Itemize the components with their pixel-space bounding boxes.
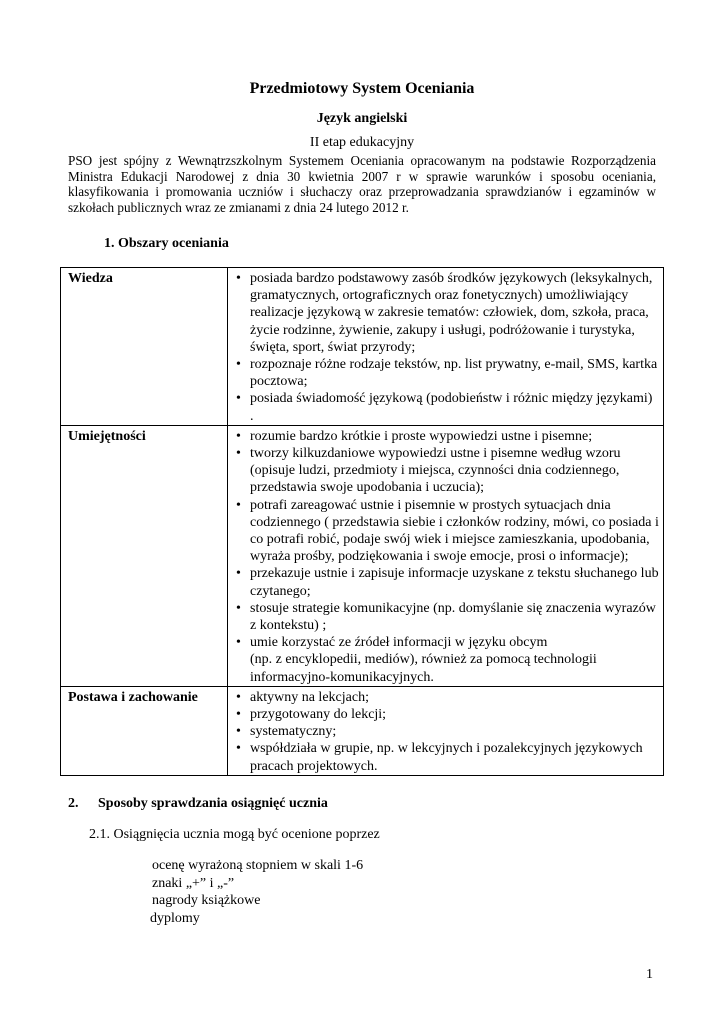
list-item: ocenę wyrażoną stopniem w skali 1-6: [152, 858, 364, 873]
category-cell: Postawa i zachowanie: [61, 686, 228, 775]
list-item: • posiada świadomość językową (podobieństw i różnic między językami) .: [234, 390, 659, 424]
list-item: • tworzy kilkuzdaniowe wypowiedzi ustne i pisemne według wzoru (opisuje ludzi, przedmioty i miejsca, czynności dnia codziennego, przedstawia swoje upodobania i uczucia);: [234, 445, 659, 497]
list-item: • potrafi zareagować ustnie i pisemnie w prostych sytuacjach dnia codziennego ( przedstawia siebie i członków rodziny, mówi, co posiada i co potrafi robić, podaje swój wiek i miejsce zamieszkania, upodobania, wyraża prośby, podziękowania i swoje emocje, prosi o informacje);: [234, 497, 659, 566]
category-cell: Umiejętności: [61, 425, 228, 686]
list-item: • umie korzystać ze źródeł informacji w języku obcym (np. z encyklopedii, mediów), również za pomocą technologii informacyjno-komunikacyjnych.: [234, 634, 659, 686]
list-item: • stosuje strategie komunikacyjne (np. domyślanie się znaczenia wyrazów z kontekstu) ;: [234, 600, 659, 634]
list-item: • współdziała w grupie, np. w lekcyjnych i pozalekcyjnych językowych pracach projektowych.: [234, 740, 659, 774]
document-title: Przedmiotowy System Oceniania: [249, 80, 475, 97]
list-item: • aktywny na lekcjach;: [234, 689, 659, 706]
page-number: 1: [646, 967, 653, 982]
category-cell: Wiedza: [61, 268, 228, 426]
section-1-heading: 1. Obszary oceniania: [104, 236, 229, 251]
list-item: • rozpoznaje różne rodzaje tekstów, np. list prywatny, e-mail, SMS, kartka pocztowa;: [234, 356, 659, 390]
list-item: dyplomy: [150, 910, 200, 926]
section-2-number: 2.: [68, 796, 79, 811]
subject-heading: Język angielski: [316, 111, 408, 126]
assessment-methods-list: [152, 857, 363, 927]
list-item: • przygotowany do lekcji;: [234, 706, 659, 723]
subsection-2-1: 2.1. Osiągnięcia ucznia mogą być ocenione poprzez: [89, 827, 380, 842]
section-2-heading: [68, 795, 328, 813]
list-item: • przekazuje ustnie i zapisuje informacje uzyskane z tekstu słuchanego lub czytanego;: [234, 565, 659, 599]
criteria-list: [234, 270, 659, 425]
assessment-areas-table: [60, 267, 664, 776]
criteria-list: [234, 428, 659, 686]
list-item: nagrody książkowe: [152, 893, 261, 908]
list-item: znaki „+” i „-”: [152, 875, 235, 891]
list-item: • systematyczny;: [234, 723, 659, 740]
table-row: [61, 686, 664, 775]
stage-heading: II etap edukacyjny: [309, 135, 415, 150]
criteria-list: [234, 689, 659, 775]
section-2-title: Sposoby sprawdzania osiągnięć ucznia: [98, 796, 328, 811]
list-item: • rozumie bardzo krótkie i proste wypowiedzi ustne i pisemne;: [234, 428, 659, 445]
intro-paragraph: PSO jest spójny z Wewnątrzszkolnym Systemem Oceniania opracowanym na podstawie Rozporządzenia Ministra Edukacji Narodowej z dnia 30 kwietnia 2007 r w sprawie warunków i sposobu oceniania, klasyfikowania i promowania uczniów i słuchaczy oraz przeprowadzania sprawdzianów i egzaminów w szkołach publicznych wraz ze zmianami z dnia 24 lutego 2012 r.: [68, 153, 656, 215]
table-row: [61, 268, 664, 426]
table-row: [61, 425, 664, 686]
list-item: • posiada bardzo podstawowy zasób środków językowych (leksykalnych, gramatycznych, ortograficznych oraz fonetycznych) umożliwiający realizacje językową w zakresie tematów: człowiek, dom, szkoła, praca, życie rodzinne, żywienie, zakupy i usługi, podróżowanie i turystyka, święta, sport, świat przyrody;: [234, 270, 659, 356]
